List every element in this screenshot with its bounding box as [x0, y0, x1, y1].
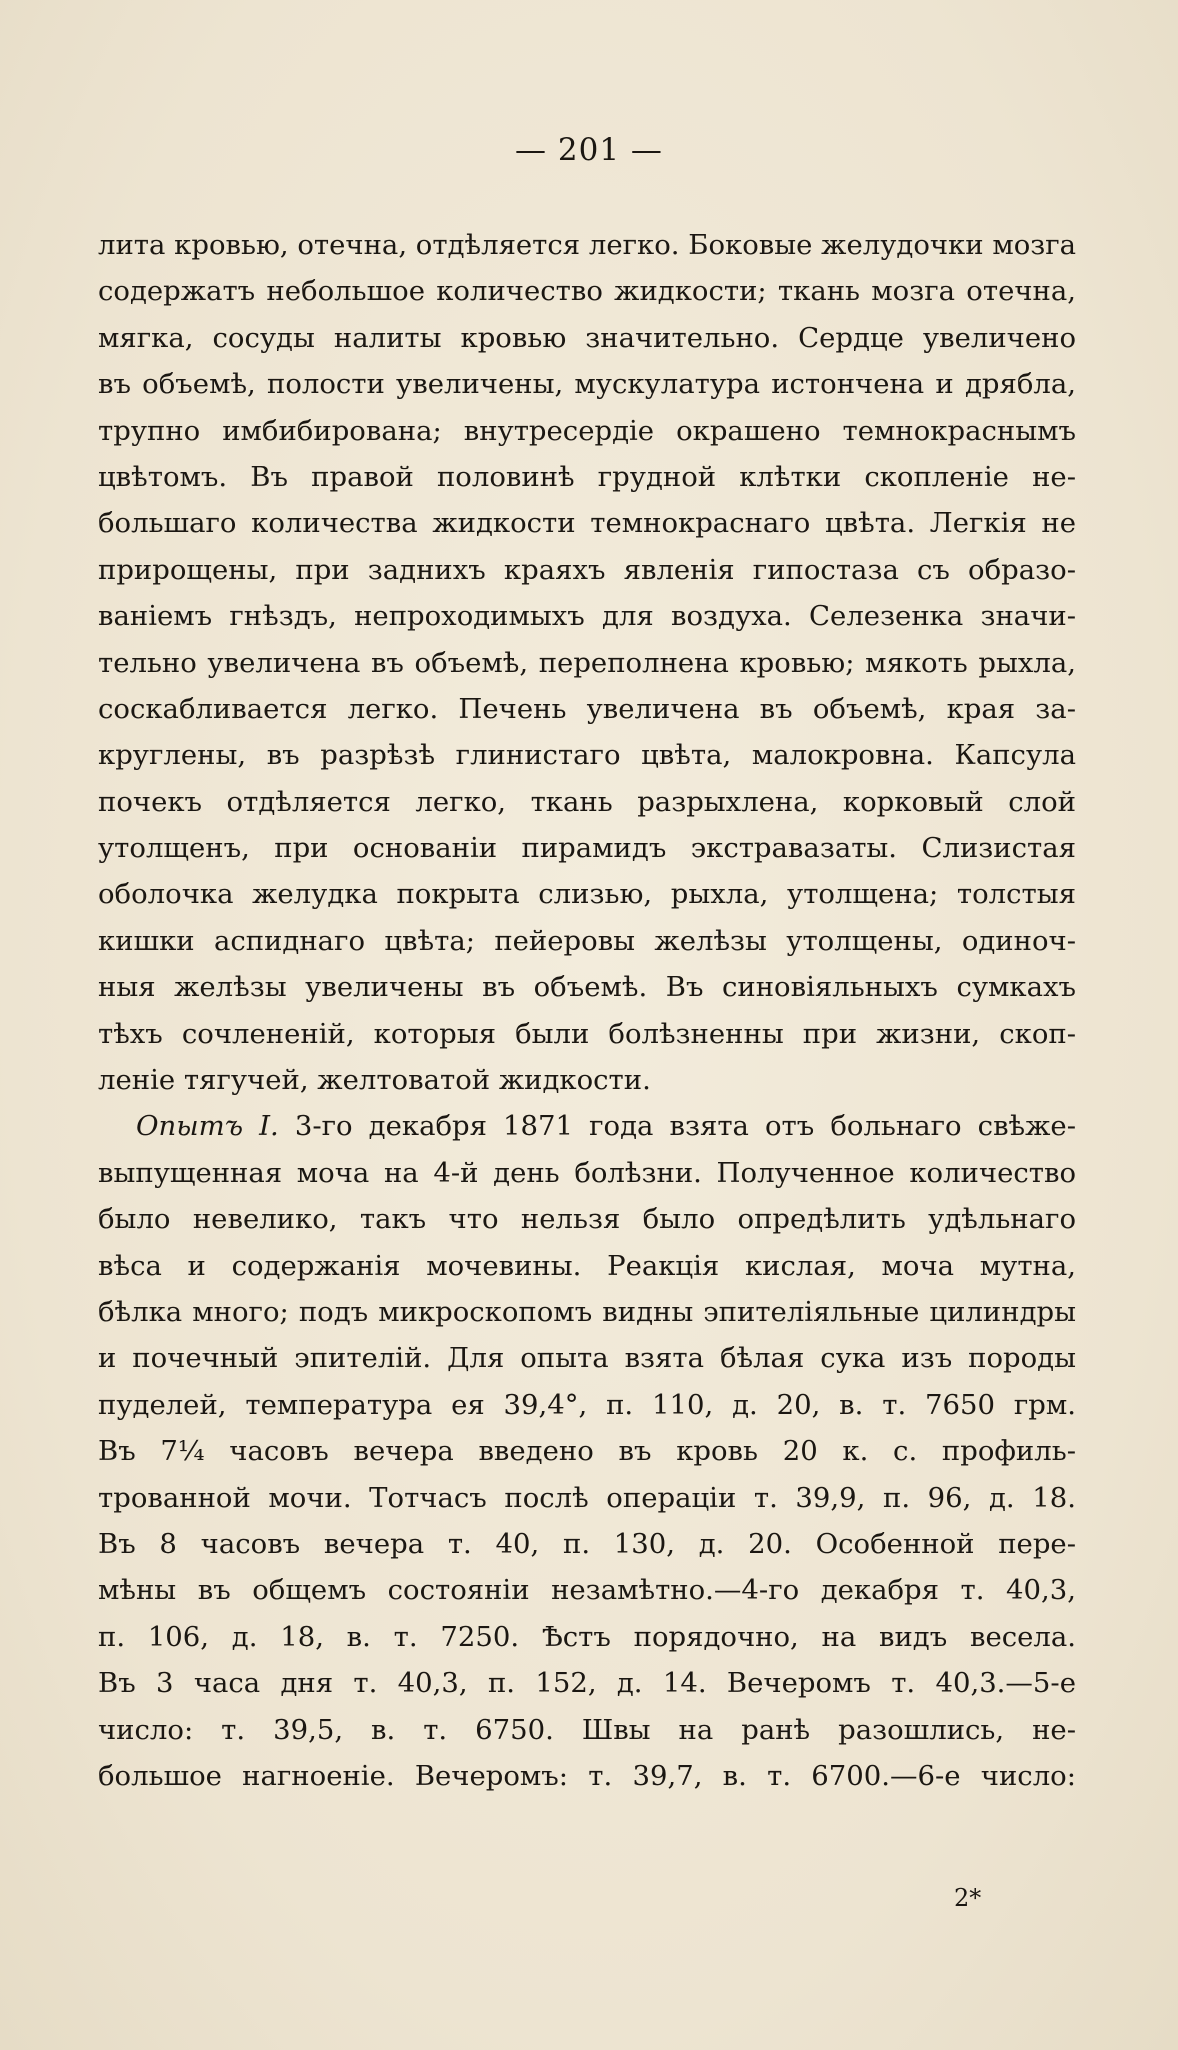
page-number: — 201 —: [515, 132, 663, 168]
text-line: большое нагноеніе. Вечеромъ: т. 39,7, в. т. 6700.—6-е число:: [98, 1759, 1076, 1792]
text-line: Въ 8 часовъ вечера т. 40, п. 130, д. 20. Особенной пере-: [98, 1527, 1076, 1560]
text-line: кишки аспиднаго цвѣта; пейеровы желѣзы утолщены, одиноч-: [98, 924, 1076, 957]
text-line: тельно увеличена въ объемѣ, переполнена кровью; мякоть рыхла,: [98, 646, 1076, 679]
experiment-heading: Опытъ I.: [136, 1110, 279, 1143]
text-line: лита кровью, отечна, отдѣляется легко. Боковые желудочки мозга: [98, 229, 1077, 261]
text-line: [98, 1103, 1076, 1149]
text-line: бѣлка много; подъ микроскопомъ видны эпителіяльные цилиндры: [98, 1295, 1076, 1328]
text-line: содержатъ небольшое количество жидкости; ткань мозга отечна,: [98, 275, 1076, 308]
text-line: было невелико, такъ что нельзя было опредѣлить удѣльнаго: [98, 1203, 1076, 1236]
text-line: леніе тягучей, желтоватой жидкости.: [98, 1064, 651, 1097]
text-line: цвѣтомъ. Въ правой половинѣ грудной клѣтки скопленіе не-: [98, 460, 1076, 493]
text-line: Въ 3 часа дня т. 40,3, п. 152, д. 14. Вечеромъ т. 40,3.—5-е: [98, 1667, 1076, 1700]
text-line: почекъ отдѣляется легко, ткань разрыхлена, корковый слой: [98, 785, 1076, 818]
text-line: трупно имбибирована; внутресердіе окрашено темнокраснымъ: [98, 414, 1076, 447]
text-line: соскабливается легко. Печень увеличена въ объемѣ, края за-: [98, 692, 1076, 725]
text-line: мѣны въ общемъ состояніи незамѣтно.—4-го декабря т. 40,3,: [98, 1574, 1076, 1607]
text-line: утолщенъ, при основаніи пирамидъ экстравазаты. Слизистая: [98, 832, 1076, 865]
text-line: прирощены, при заднихъ краяхъ явленія гипостаза съ образо-: [98, 553, 1076, 586]
text-line: круглены, въ разрѣзѣ глинистаго цвѣта, малокровна. Капсула: [98, 739, 1076, 772]
body-text: [98, 222, 1076, 1799]
paragraph-2: [98, 1103, 1076, 1799]
text-line: и почечный эпителій. Для опыта взята бѣлая сука изъ породы: [98, 1342, 1076, 1375]
text-line: п. 106, д. 18, в. т. 7250. Ѣстъ порядочно, на видъ весела.: [98, 1620, 1076, 1653]
text-line: ныя желѣзы увеличены въ объемѣ. Въ синовіяльныхъ сумкахъ: [98, 971, 1076, 1004]
text-line: Въ 7¼ часовъ вечера введено въ кровь 20 к. с. профиль-: [98, 1435, 1076, 1468]
text-line-rest: 3-го декабря 1871 года взята отъ больнаго свѣже-: [294, 1110, 1076, 1143]
text-line: оболочка желудка покрыта слизью, рыхла, утолщена; толстыя: [98, 878, 1076, 911]
text-line: выпущенная моча на 4-й день болѣзни. Полученное количество: [98, 1156, 1076, 1189]
printer-signature: 2*: [954, 1884, 982, 1912]
text-line: число: т. 39,5, в. т. 6750. Швы на ранѣ разошлись, не-: [98, 1713, 1076, 1746]
text-line: тѣхъ сочлененій, которыя были болѣзненны при жизни, скоп-: [98, 1017, 1076, 1050]
text-line: пуделей, температура ея 39,4°, п. 110, д. 20, в. т. 7650 грм.: [98, 1388, 1076, 1421]
text-line: мягка, сосуды налиты кровью значительно. Сердце увеличено: [98, 321, 1076, 354]
text-line: большаго количества жидкости темнокраснаго цвѣта. Легкія не: [98, 507, 1076, 540]
paragraph-1: [98, 222, 1076, 1103]
text-line: въ объемѣ, полости увеличены, мускулатура истончена и дрябла,: [98, 368, 1076, 401]
text-line: вѣса и содержанія мочевины. Реакція кислая, моча мутна,: [98, 1249, 1076, 1282]
text-line: ваніемъ гнѣздъ, непроходимыхъ для воздуха. Селезенка значи-: [98, 600, 1076, 633]
text-line: трованной мочи. Тотчасъ послѣ операціи т. 39,9, п. 96, д. 18.: [98, 1481, 1076, 1514]
